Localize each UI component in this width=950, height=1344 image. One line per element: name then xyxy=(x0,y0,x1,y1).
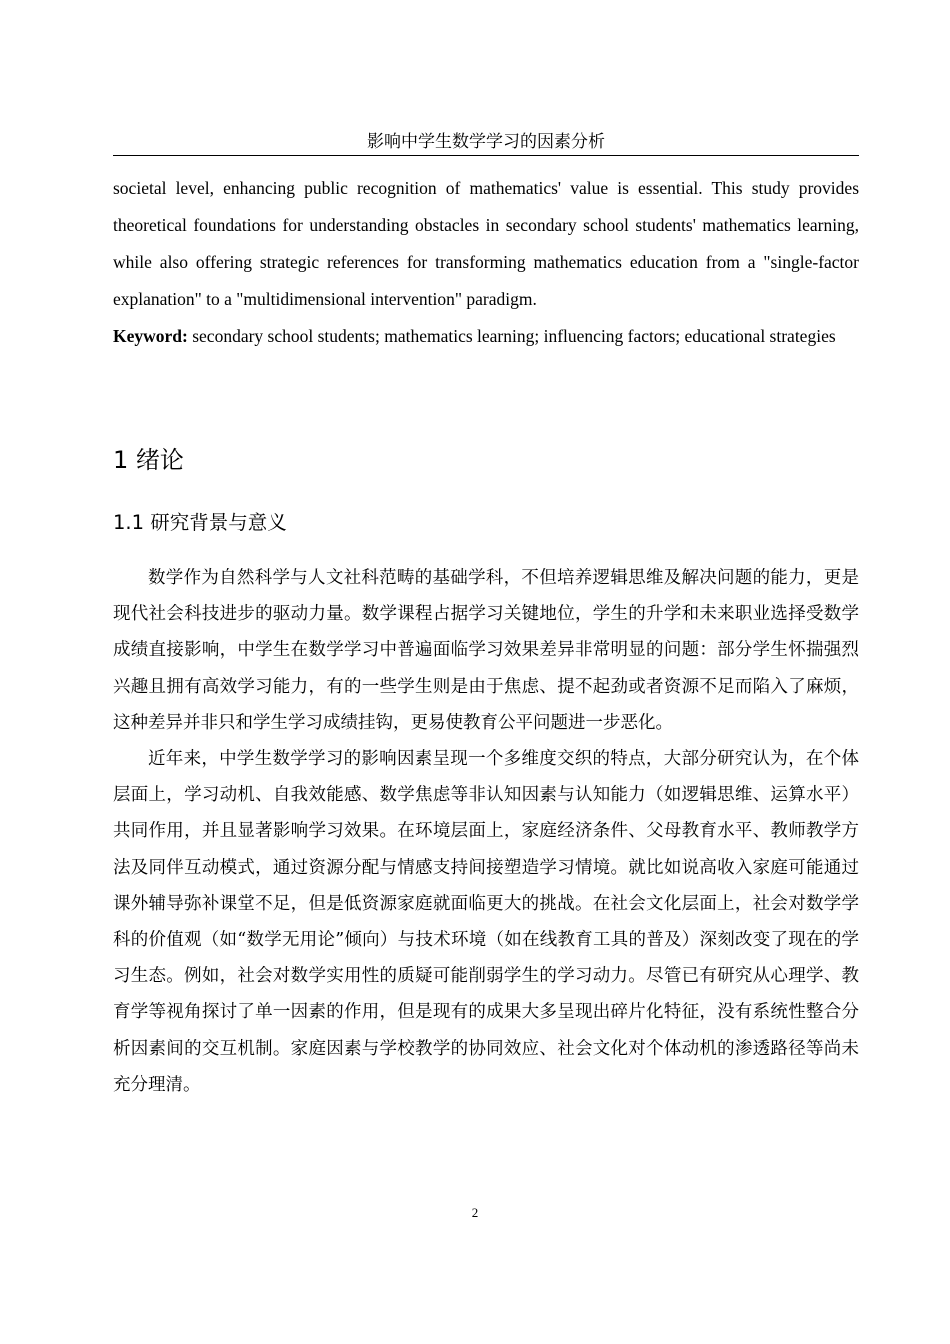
english-abstract-continuation xyxy=(113,170,859,355)
section-heading: 1.1 研究背景与意义 xyxy=(113,511,287,534)
running-header-title: 影响中学生数学学习的因素分析 xyxy=(367,132,605,152)
page-number: 2 xyxy=(471,1205,479,1220)
chapter-heading: 1 绪论 xyxy=(113,446,184,474)
header-rule xyxy=(113,155,859,156)
body-paragraph: 近年来，中学生数学学习的影响因素呈现一个多维度交织的特点，大部分研究认为，在个体层面上，学习动机、自我效能感、数学焦虑等非认知因素与认知能力（如逻辑思维、运算水平）共同作用，并且显著影响学习效果。在环境层面上，家庭经济条件、父母教育水平、教师教学方法及同伴互动模式，通过资源分配与情感支持间接塑造学习情境。就比如说高收入家庭可能通过课外辅导弥补课堂不足，但是低资源家庭就面临更大的挑战。在社会文化层面上，社会对数学学科的价值观（如“数学无用论”倾向）与技术环境（如在线教育工具的普及）深刻改变了现在的学习生态。例如，社会对数学实用性的质疑可能削弱学生的学习动力。尽管已有研究从心理学、教育学等视角探讨了单一因素的作用，但是现有的成果大多呈现出碎片化特征，没有系统性整合分析因素间的交互机制。家庭因素与学校教学的协同效应、社会文化对个体动机的渗透路径等尚未充分理清。 xyxy=(113,749,859,1095)
body-paragraph: 数学作为自然科学与人文社科范畴的基础学科，不但培养逻辑思维及解决问题的能力，更是现代社会科技进步的驱动力量。数学课程占据学习关键地位，学生的升学和未来职业选择受数学成绩直接影响，中学生在数学学习中普遍面临学习效果差异非常明显的问题：部分学生怀揣强烈兴趣且拥有高效学习能力，有的一些学生则是由于焦虑、提不起劲或者资源不足而陷入了麻烦，这种差异并非只和学生学习成绩挂钩，更易使教育公平问题进一步恶化。 xyxy=(113,568,859,733)
keyword-line xyxy=(113,318,859,355)
keyword-label: Keyword: xyxy=(113,326,188,346)
abstract-paragraph: societal level, enhancing public recognition of mathematics' value is essential. This study provides theoretical foundations for understanding obstacles in secondary school students' mathematics learning, while also offering strategic references for transforming mathematics education from a "single-factor explanation" to a "multidimensional intervention" paradigm. xyxy=(113,178,859,309)
section-body xyxy=(113,560,859,1103)
keyword-list: secondary school students; mathematics learning; influencing factors; educational strategies xyxy=(192,326,836,346)
